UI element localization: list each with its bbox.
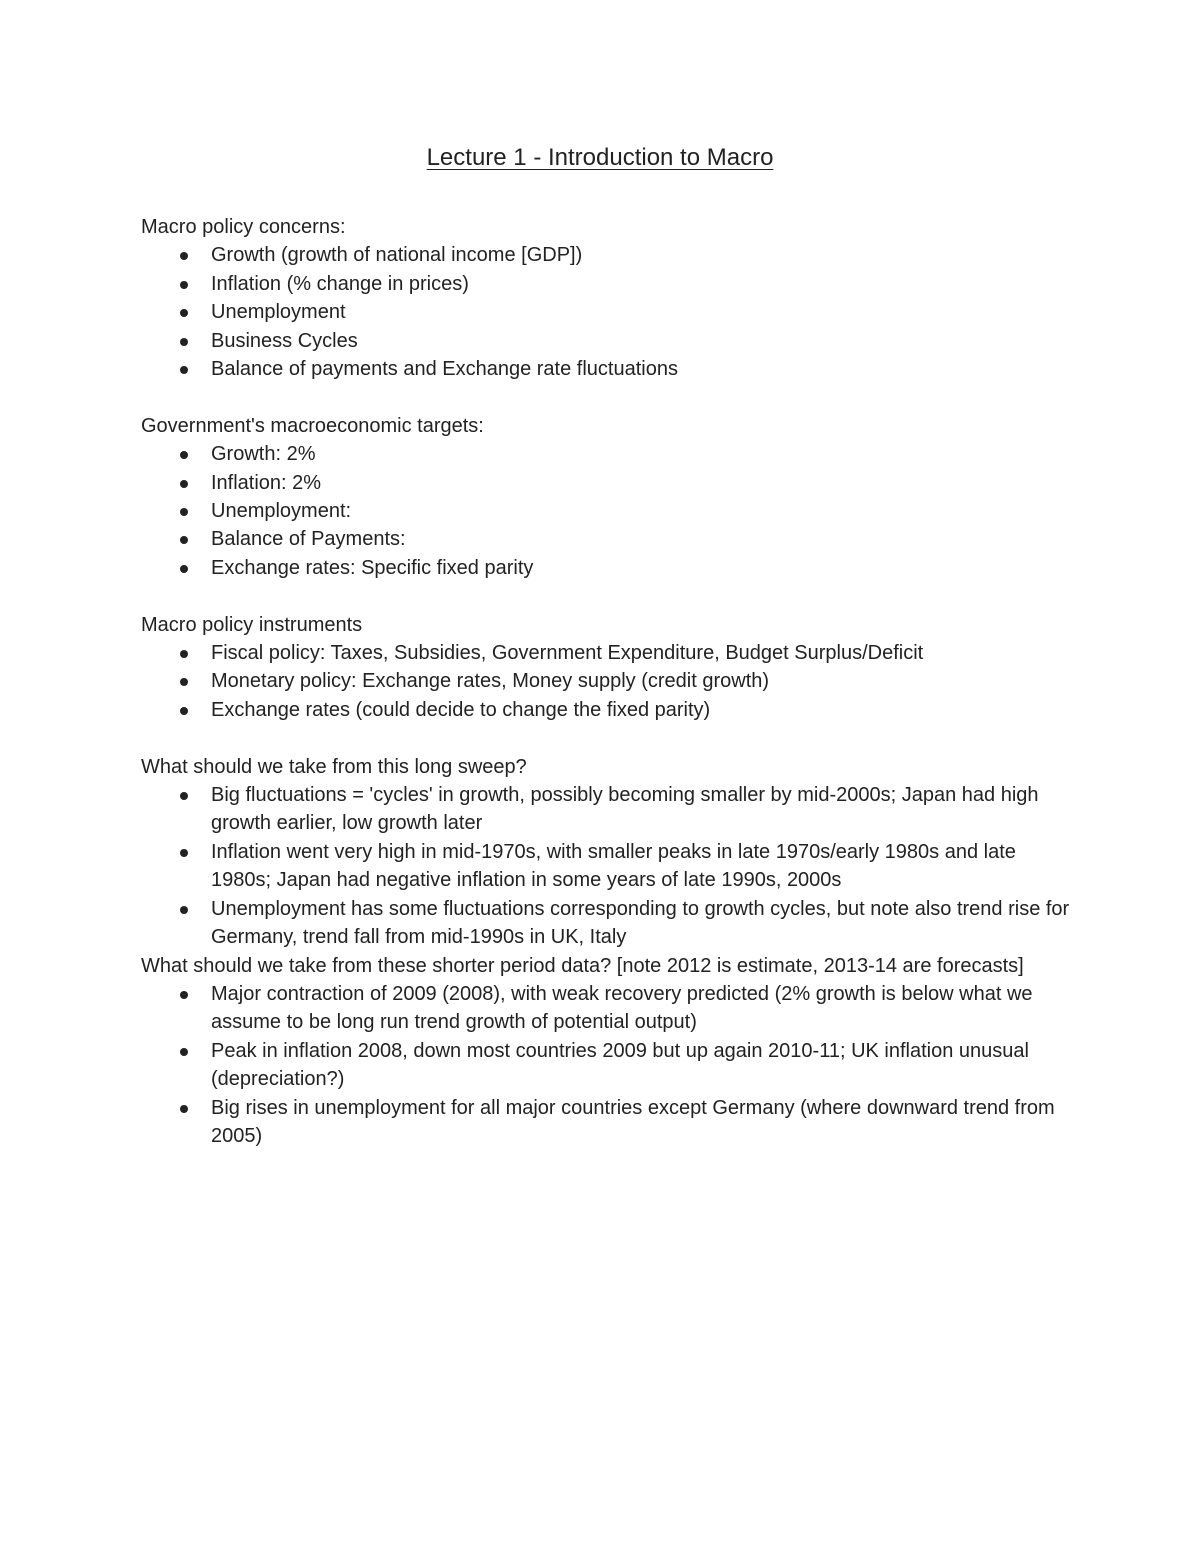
list-item-text: Growth: 2%: [211, 443, 316, 466]
bullet-icon: [180, 678, 188, 686]
list-item: [141, 525, 1071, 553]
section-heading: Macro policy instruments: [141, 613, 363, 636]
section-spacer: [141, 383, 1071, 411]
list-item: [141, 355, 1071, 383]
list-item: [141, 298, 1071, 326]
list-item-text: Unemployment:: [211, 500, 352, 523]
bullet-icon: [180, 565, 188, 573]
list-item: [141, 895, 1071, 952]
list-item: [141, 554, 1071, 582]
list-item: [141, 270, 1071, 298]
list-item-text: Peak in inflation 2008, down most countries 2009 but up again 2010-11; UK inflation unusual (depreciation?): [211, 1039, 1029, 1091]
bullet-list: [141, 781, 1071, 951]
bullet-icon: [180, 991, 188, 999]
list-item: [141, 838, 1071, 895]
list-item-text: Unemployment: [211, 301, 346, 324]
list-item-text: Growth (growth of national income [GDP]): [211, 244, 583, 267]
bullet-icon: [180, 366, 188, 374]
bullet-icon: [180, 1105, 188, 1113]
list-item-text: Inflation (% change in prices): [211, 272, 469, 295]
section-heading: What should we take from this long sweep?: [141, 755, 527, 778]
bullet-icon: [180, 451, 188, 459]
list-item-text: Exchange rates (could decide to change the fixed parity): [211, 698, 711, 721]
bullet-list: [141, 241, 1071, 383]
list-item-text: Inflation: 2%: [211, 471, 322, 494]
bullet-icon: [180, 650, 188, 658]
bullet-list: [141, 639, 1071, 724]
section-heading: Government's macroeconomic targets:: [141, 414, 484, 437]
list-item: [141, 241, 1071, 269]
section-heading: Macro policy concerns:: [141, 216, 346, 238]
section-spacer: [141, 724, 1071, 752]
page-title: Lecture 1 - Introduction to Macro: [426, 144, 774, 171]
list-item: [141, 696, 1071, 724]
bullet-icon: [180, 536, 188, 544]
bullet-icon: [180, 1048, 188, 1056]
section-policy-instruments: [141, 611, 1071, 725]
list-item-text: Unemployment has some fluctuations corresponding to growth cycles, but note also trend rise for Germany, trend fall from mid-1990s in UK, Italy: [211, 897, 1070, 949]
list-item: [141, 1037, 1071, 1094]
bullet-icon: [180, 508, 188, 516]
list-item: [141, 639, 1071, 667]
list-item-text: Monetary policy: Exchange rates, Money supply (credit growth): [211, 670, 770, 693]
list-item-text: Business Cycles: [211, 329, 358, 352]
bullet-list: [141, 980, 1071, 1150]
list-item: [141, 1094, 1071, 1151]
list-item-text: Fiscal policy: Taxes, Subsidies, Government Expenditure, Budget Surplus/Deficit: [211, 642, 924, 665]
bullet-list: [141, 440, 1071, 582]
list-item-text: Big fluctuations = 'cycles' in growth, possibly becoming smaller by mid-2000s; Japan had high growth earlier, low growth later: [211, 784, 1039, 835]
section-policy-concerns: [141, 213, 1071, 383]
list-item-text: Balance of Payments:: [211, 528, 406, 551]
section-government-targets: [141, 412, 1071, 582]
section-spacer: [141, 582, 1071, 610]
list-item: [141, 327, 1071, 355]
bullet-icon: [180, 849, 188, 857]
list-item: [141, 440, 1071, 468]
section-heading: What should we take from these shorter period data? [note 2012 is estimate, 2013-14 are forecasts]: [141, 954, 1024, 977]
list-item-text: Big rises in unemployment for all major countries except Germany (where downward trend from 2005): [211, 1096, 1055, 1147]
list-item-text: Major contraction of 2009 (2008), with weak recovery predicted (2% growth is below what we assume to be long run trend growth of potential output): [211, 982, 1033, 1034]
list-item: [141, 497, 1071, 525]
bullet-icon: [180, 309, 188, 317]
section-long-sweep: [141, 753, 1071, 952]
list-item: [141, 980, 1071, 1037]
list-item-text: Balance of payments and Exchange rate fluctuations: [211, 358, 678, 381]
bullet-icon: [180, 480, 188, 488]
bullet-icon: [180, 792, 188, 800]
list-item: [141, 469, 1071, 497]
bullet-icon: [180, 281, 188, 289]
list-item-text: Inflation went very high in mid-1970s, with smaller peaks in late 1970s/early 1980s and late 1980s; Japan had negative inflation in some years of late 1990s, 2000s: [211, 840, 1016, 892]
list-item-text: Exchange rates: Specific fixed parity: [211, 556, 534, 579]
document-body: [141, 213, 1071, 1150]
list-item: [141, 667, 1071, 695]
bullet-icon: [180, 707, 188, 715]
bullet-icon: [180, 906, 188, 914]
bullet-icon: [180, 338, 188, 346]
bullet-icon: [180, 252, 188, 260]
section-shorter-period: [141, 952, 1071, 1151]
list-item: [141, 781, 1071, 838]
